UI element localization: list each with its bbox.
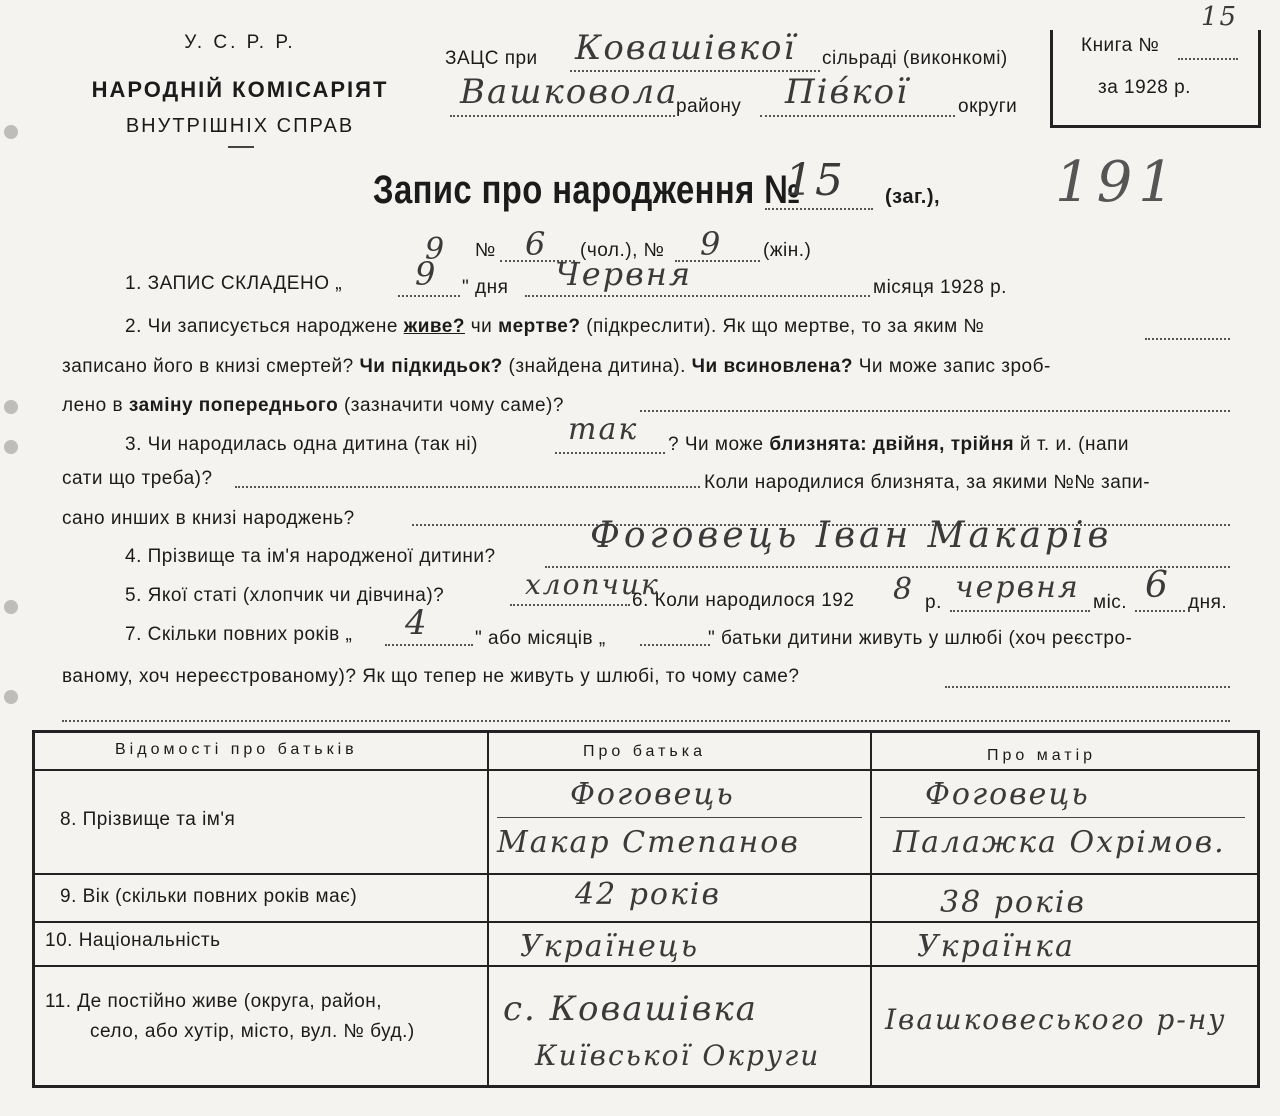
zags-suffix: сільраді (виконкомі) <box>822 48 1008 69</box>
mother-nationality-handwritten: Українка <box>917 929 1075 964</box>
q3-answer-handwritten: так <box>568 412 639 447</box>
male-label: (чол.), № <box>580 240 665 261</box>
q3-line1-b: ? Чи може близнята: двійня, трійня й т. и. (напи <box>668 434 1129 455</box>
q6-r-label: р. <box>925 592 942 613</box>
q4-label: 4. Прізвище та ім'я народженої дитини? <box>125 546 496 567</box>
q7-line2: ваному, хоч нереєстрованому)? Як що тепер не живуть у шлюбі, то чому саме? <box>62 666 800 687</box>
father-name-handwritten: Макар Степанов <box>497 825 800 860</box>
department-label: ВНУТРІШНІХ СПРАВ <box>125 115 355 137</box>
q3-line2-b: Коли народилися близнята, за якими №№ запи- <box>704 472 1151 493</box>
parents-table <box>32 730 1260 1088</box>
punch-mark <box>4 400 18 414</box>
q6-year-handwritten: 8 <box>893 572 915 607</box>
q6-dnia-label: дня. <box>1188 592 1228 613</box>
record-number-handwritten: 15 <box>785 155 845 206</box>
book-number-handwritten: 15 <box>1201 2 1239 32</box>
header-mother: Про матір <box>987 747 1097 764</box>
father-nationality-handwritten: Українець <box>520 929 700 964</box>
q6-mis-label: міс. <box>1093 592 1128 613</box>
row-age-label: 9. Вік (скільки повних років має) <box>60 886 358 907</box>
header-father: Про батька <box>583 743 706 760</box>
punch-mark <box>4 440 18 454</box>
commissariat-label: НАРОДНІЙ КОМІСАРІЯТ <box>91 77 389 102</box>
okruha-handwritten: Пів́кої <box>785 72 909 112</box>
q3-line2-a: сати що треба)? <box>62 468 213 489</box>
mother-age-handwritten: 38 років <box>940 885 1086 920</box>
q2-line2: записано його в книзі смертей? Чи підкидьок? (знайдена дитина). Чи всиновлена? Чи може запис зроб- <box>62 356 1051 377</box>
q1-month-handwritten: Червня <box>555 255 693 293</box>
punch-mark <box>4 125 18 139</box>
q7-line1-b: " або місяців „ <box>475 628 606 649</box>
document-title: Запис про народження № <box>373 168 802 212</box>
row-residence-label-2: село, або хутір, місто, вул. № буд.) <box>90 1021 415 1042</box>
margin-handwritten: 9 <box>425 232 447 267</box>
punch-mark <box>4 600 18 614</box>
book-label: Книга № <box>1081 35 1160 56</box>
okruha-label: округи <box>958 96 1018 117</box>
q6-month-handwritten: червня <box>955 570 1080 605</box>
mother-surname-handwritten: Фоговець <box>925 777 1090 812</box>
book-year: за 1928 р. <box>1098 77 1191 98</box>
row-name-label: 8. Прізвище та ім'я <box>60 809 236 830</box>
q2-line3: лено в заміну попереднього (зазначити чому саме)? <box>62 395 564 416</box>
father-residence-handwritten-1: с. Ковашівка <box>503 989 758 1029</box>
stamp-number: 191 <box>1055 150 1180 215</box>
district-label: району <box>676 96 742 117</box>
q4-answer-handwritten: Фоговець Іван Макарів <box>590 515 1113 556</box>
female-count-handwritten: 9 <box>700 225 723 263</box>
zags-village-handwritten: Ковашівкої <box>575 28 797 68</box>
father-age-handwritten: 42 років <box>575 877 721 912</box>
header-divider <box>228 146 254 148</box>
female-label: (жін.) <box>763 240 812 261</box>
q5-answer-handwritten: хлопчик <box>525 568 660 601</box>
q1-label: 1. ЗАПИС СКЛАДЕНО „ <box>125 273 343 294</box>
q6-label: 6. Коли народилося 192 <box>632 590 855 611</box>
q1-day-label: " дня <box>462 277 509 298</box>
row-nationality-label: 10. Національність <box>45 930 221 951</box>
male-count-handwritten: 6 <box>525 225 548 263</box>
q7-line1-c: " батьки дитини живуть у шлюбі (хоч реєстро- <box>708 628 1133 649</box>
punch-mark <box>4 690 18 704</box>
q3-line3: сано инших в книзі народжень? <box>62 508 355 529</box>
male-prefix: № <box>475 240 496 261</box>
q5-label: 5. Якої статі (хлопчик чи дівчина)? <box>125 585 445 606</box>
row-residence-label-1: 11. Де постійно живе (округа, район, <box>45 991 383 1012</box>
q6-day-handwritten: 6 <box>1145 565 1170 606</box>
mother-name-handwritten: Палажка Охрімов. <box>893 825 1226 860</box>
father-residence-handwritten-2: Київської Округи <box>535 1039 821 1072</box>
q1-month-label: місяця 1928 р. <box>873 277 1007 298</box>
district-handwritten: Вашковола <box>460 72 679 112</box>
republic-label: У. С. Р. Р. <box>184 32 296 53</box>
book-box <box>1050 2 1261 128</box>
q3-line1-a: 3. Чи народилась одна дитина (так ні) <box>125 434 478 455</box>
zags-prefix: ЗАЦС при <box>445 48 538 69</box>
mother-residence-handwritten: Івашковеського р-ну <box>885 1003 1227 1036</box>
record-suffix: (заг.), <box>885 186 941 208</box>
q7-years-handwritten: 4 <box>405 603 429 643</box>
q2-line1: 2. Чи записується народжене живе? чи мертве? (підкреслити). Як що мертве, то за яким № <box>125 316 985 337</box>
father-surname-handwritten: Фоговець <box>570 777 735 812</box>
header-info: Відомості про батьків <box>115 741 358 758</box>
q7-line1-a: 7. Скільки повних років „ <box>125 624 353 645</box>
q1-day-handwritten: 9 <box>415 255 438 293</box>
